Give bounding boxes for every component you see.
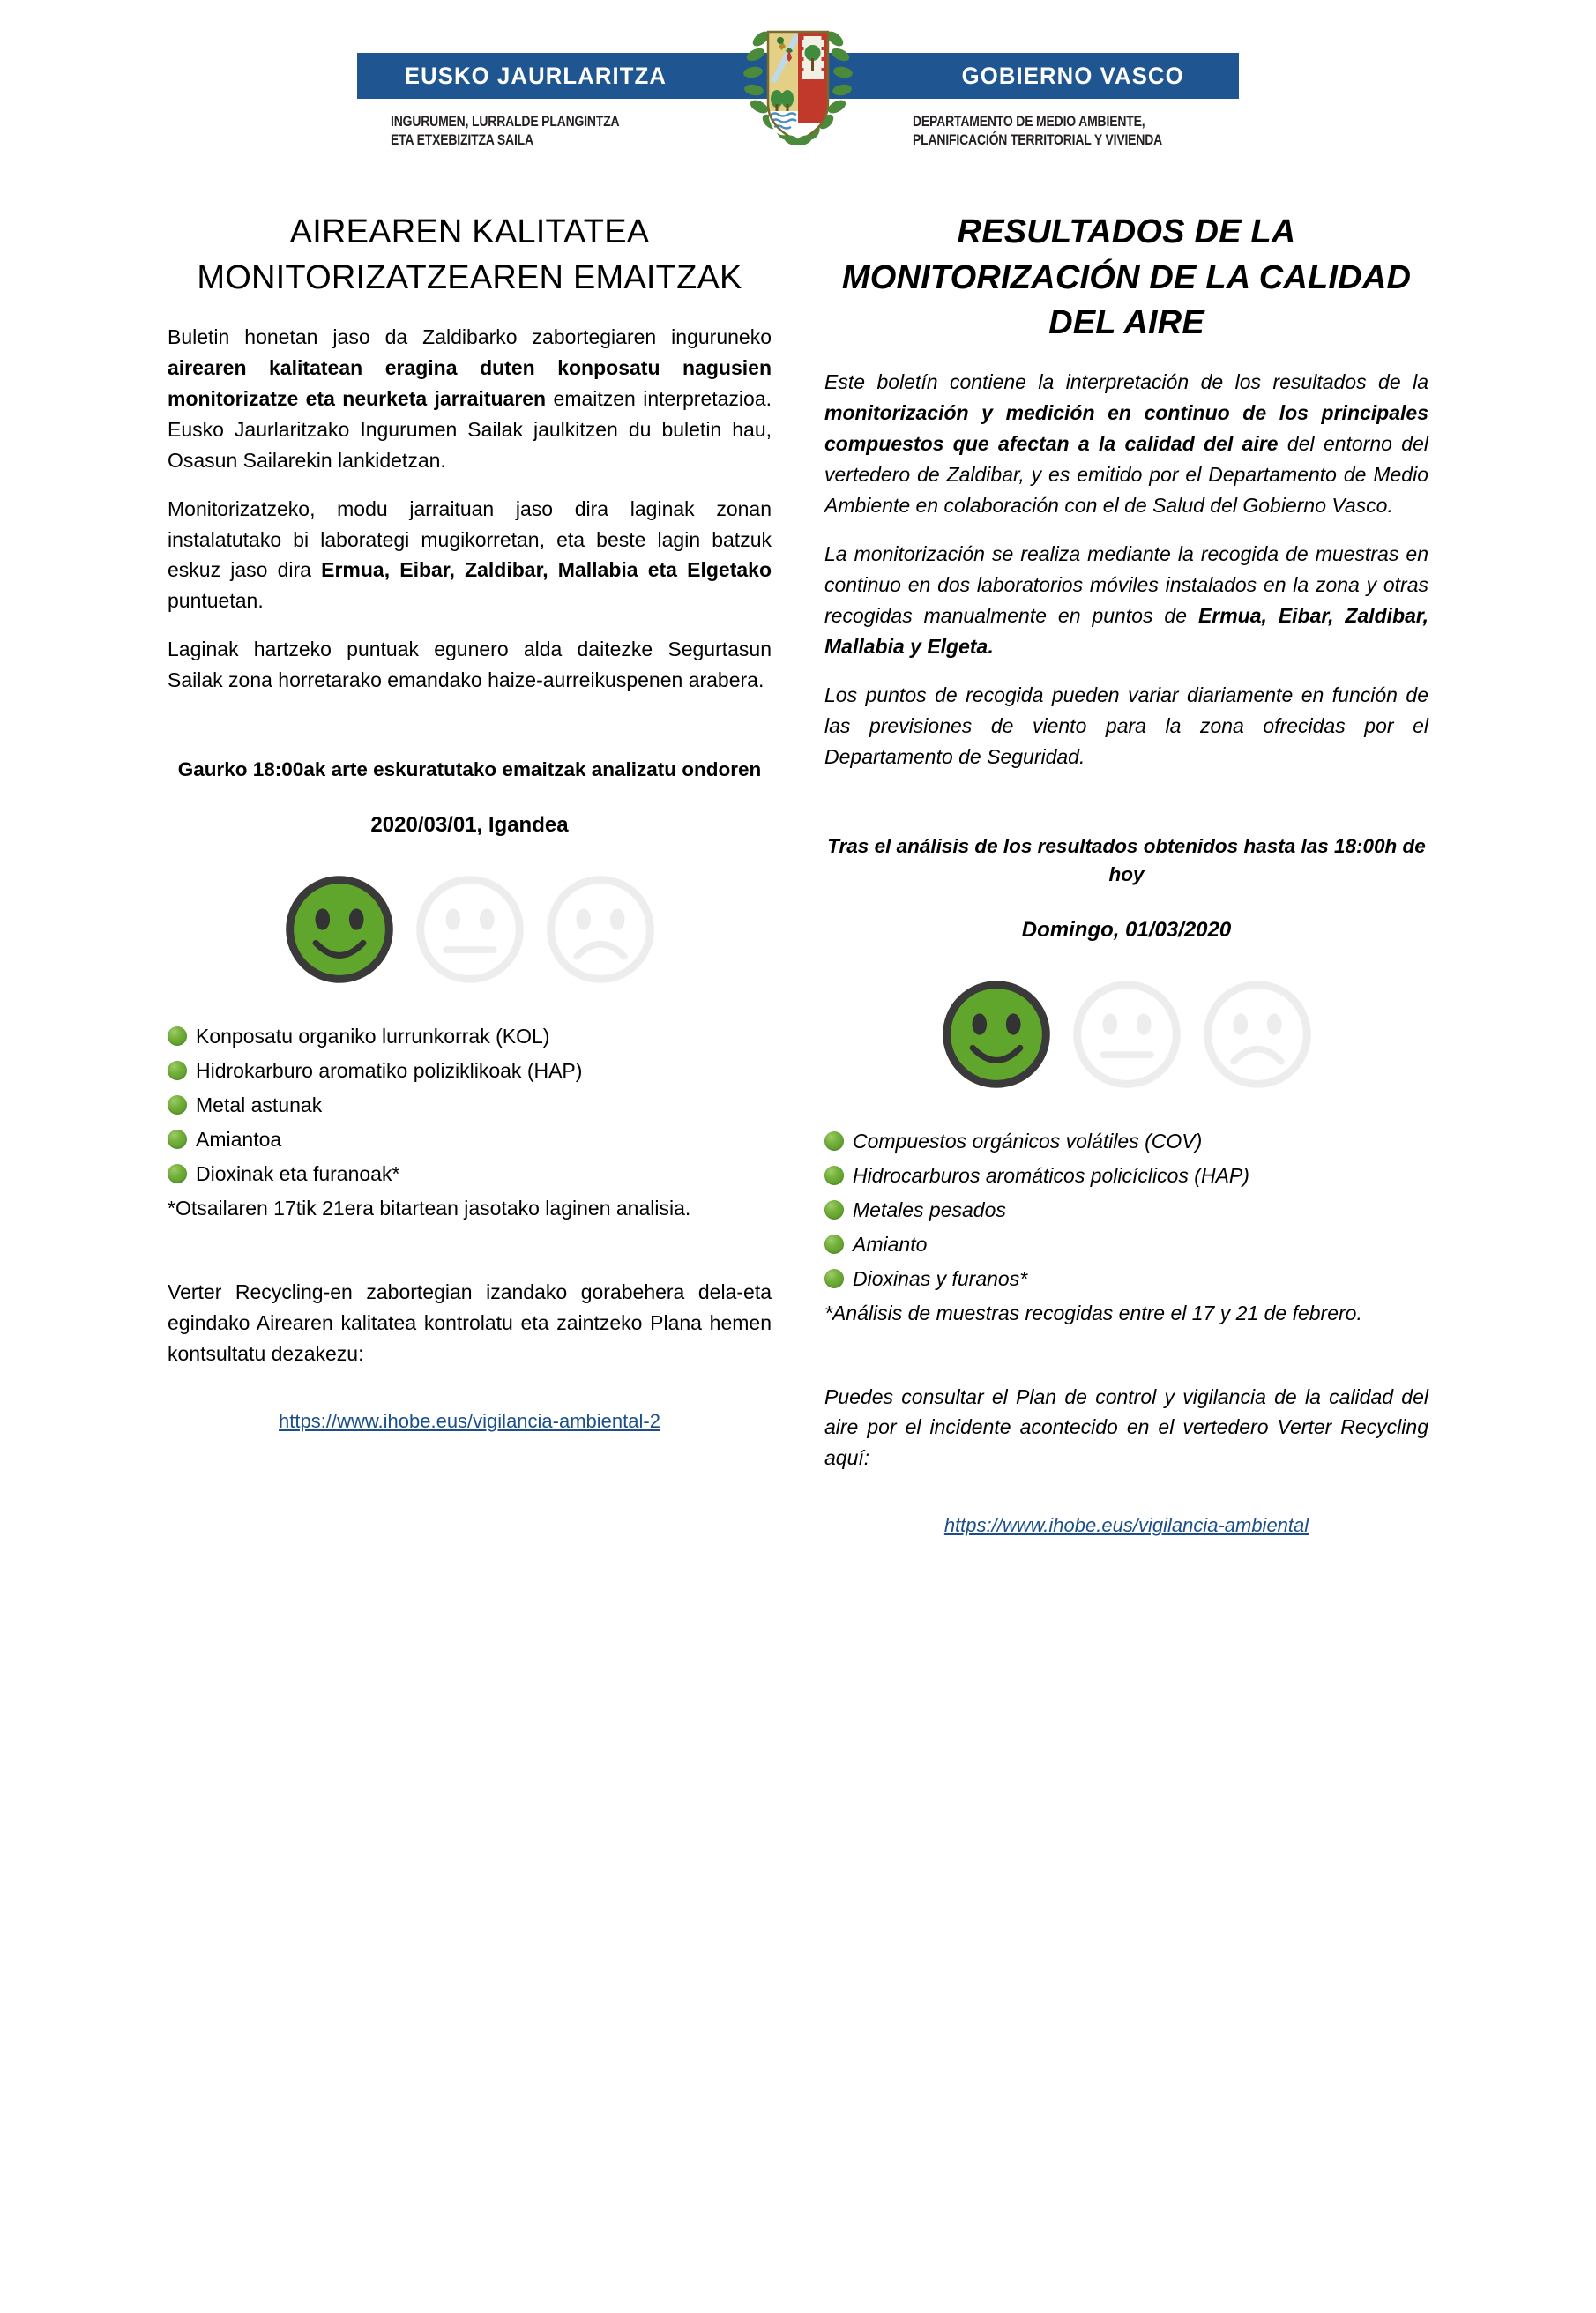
green-bullet-icon — [824, 1131, 844, 1151]
analysis-note-spanish: Tras el análisis de los resultados obtenidos hasta las 18:00h de hoy — [827, 834, 1426, 886]
intro-basque-bold: airearen kalitatean eragina duten konposatu nagusien monitorizatze eta neurketa jarraituaren — [168, 355, 772, 410]
logo-banner — [357, 44, 1239, 99]
smiley-neutral-face-icon — [414, 873, 526, 986]
compound-label: Hidrocarburos aromáticos policíclicos (HAP) — [853, 1163, 1249, 1187]
basque-coat-of-arms-icon — [742, 19, 854, 150]
list-item — [824, 1160, 1428, 1191]
document-page — [0, 44, 1596, 2313]
green-bullet-icon — [824, 1269, 844, 1288]
bilingual-content — [168, 210, 1428, 1537]
air-quality-status-faces-basque — [168, 873, 772, 986]
compound-label: Dioxinak eta furanoak* — [196, 1161, 400, 1185]
institutional-header — [357, 44, 1239, 150]
green-bullet-icon — [168, 1061, 187, 1080]
green-bullet-icon — [824, 1235, 844, 1254]
analysis-note-basque: Gaurko 18:00ak arte eskuratutako emaitzak analizatu ondoren — [177, 758, 762, 781]
compound-label: Amianto — [853, 1232, 928, 1256]
smiley-sad-face-icon — [1201, 978, 1314, 1091]
method-paragraph-basque — [168, 494, 772, 617]
plan-link-basque[interactable]: https://www.ihobe.eus/vigilancia-ambiental-2 — [279, 1409, 660, 1432]
compound-label: Dioxinas y furanos* — [853, 1266, 1028, 1290]
green-bullet-icon — [824, 1166, 844, 1185]
smiley-sad-face-icon — [544, 873, 657, 986]
plan-paragraph-basque: Verter Recycling-en zabortegian izandako gorabehera dela-eta egindako Airearen kalitatea kontrolatu eta zaintzeko Plana hemen kontsultatu dezakezu: — [168, 1280, 772, 1365]
compound-label: Metales pesados — [853, 1198, 1006, 1221]
compound-label: Hidrokarburo aromatiko poliziklikoak (HAP) — [196, 1058, 583, 1082]
method-basque-bold: Ermua, Eibar, Zaldibar, Mallabia eta Elgetako — [321, 558, 772, 582]
page-title-spanish: RESULTADOS DE LA MONITORIZACIÓN DE LA CALIDAD DEL AIRE — [841, 213, 1412, 341]
green-bullet-icon — [168, 1130, 187, 1149]
plan-link-row-basque — [168, 1410, 772, 1433]
sampling-paragraph-basque: Laginak hartzeko puntuak egunero alda daitezke Segurtasun Sailak zona horretarako emandako haize-aurreikuspenen arabera. — [168, 638, 772, 692]
compound-label: Compuestos orgánicos volátiles (COV) — [853, 1129, 1203, 1153]
sampling-paragraph-spanish: Los puntos de recogida pueden variar diariamente en función de las previsiones de viento para la zona ofrecidas por el Departamento de Seguridad. — [824, 683, 1428, 768]
plan-link-spanish[interactable]: https://www.ihobe.eus/vigilancia-ambiental — [943, 1514, 1309, 1537]
green-bullet-icon — [824, 1200, 844, 1220]
list-item — [824, 1264, 1428, 1295]
intro-basque-part-1: Buletin honetan jaso da Zaldibarko zabortegiaren inguruneko — [168, 325, 772, 348]
department-spanish-line-1: DEPARTAMENTO DE MEDIO AMBIENTE, — [912, 114, 1145, 130]
method-basque-part-1: Monitorizatzeko, modu jarraituan jaso dira laginak zonan instalatutako bi laborategi mugikorretan, eta beste lagin batzuk eskuz jaso dira — [168, 496, 772, 582]
intro-basque-part-3: emaitzen interpretazioa. Eusko Jaurlaritzako Ingurumen Sailak jaulkitzen du buletin hau, Osasun Sailarekin lankidetzan. — [168, 386, 772, 472]
method-spanish-bold: Ermua, Eibar, Zaldibar, Mallabia y Elgeta. — [824, 603, 1428, 658]
list-item — [824, 1195, 1428, 1226]
intro-spanish-bold: monitorización y medición en continuo de los principales compuestos que afectan a la calidad del aire — [824, 401, 1428, 456]
list-item — [824, 1126, 1428, 1157]
compound-label: Metal astunak — [196, 1093, 323, 1116]
green-bullet-icon — [168, 1164, 187, 1183]
department-name-basque — [391, 113, 639, 150]
column-basque — [168, 210, 772, 1537]
compound-footnote-basque: *Otsailaren 17tik 21era bitartean jasotako laginen analisia. — [168, 1196, 691, 1220]
page-title-basque: AIREAREN KALITATEA MONITORIZATZEAREN EMAITZAK — [197, 213, 742, 296]
green-bullet-icon — [168, 1026, 187, 1046]
list-item — [168, 1056, 772, 1086]
green-bullet-icon — [168, 1095, 187, 1115]
list-item — [168, 1090, 772, 1121]
compound-list-spanish — [824, 1126, 1428, 1295]
method-spanish-part-1: La monitorización se realiza mediante la recogida de muestras en continuo en dos laboratorios móviles instalados en la zona y otras recogidas manualmente en puntos de — [824, 541, 1428, 627]
department-name-spanish — [913, 113, 1184, 150]
plan-paragraph-spanish: Puedes consultar el Plan de control y vigilancia de la calidad del aire por el incidente acontecido en el vertedero Verter Recycling aquí: — [824, 1384, 1428, 1470]
brand-name-spanish: GOBIERNO VASCO — [961, 62, 1184, 89]
report-date-basque: 2020/03/01, Igandea — [370, 812, 569, 837]
column-spanish — [824, 210, 1428, 1537]
intro-paragraph-spanish — [824, 367, 1428, 521]
smiley-happy-face-icon — [283, 873, 396, 986]
intro-paragraph-basque — [168, 322, 772, 476]
smiley-happy-face-icon — [940, 978, 1053, 1091]
list-item — [168, 1159, 772, 1190]
department-basque-line-1: INGURUMEN, LURRALDE PLANGINTZA — [391, 114, 620, 130]
smiley-neutral-face-icon — [1070, 978, 1183, 1091]
method-paragraph-spanish — [824, 539, 1428, 662]
department-spanish-line-2: PLANIFICACIÓN TERRITORIAL Y VIVIENDA — [912, 132, 1162, 149]
department-basque-line-2: ETA ETXEBIZITZA SAILA — [391, 132, 533, 149]
method-basque-part-3: puntuetan. — [168, 589, 264, 613]
brand-name-basque: EUSKO JAURLARITZA — [404, 62, 667, 89]
plan-link-row-spanish — [824, 1514, 1428, 1537]
list-item — [168, 1021, 772, 1052]
intro-spanish-part-3: del entorno del vertedero de Zaldibar, y es emitido por el Departamento de Medio Ambiente en colaboración con el de Salud del Gobierno Vasco. — [824, 432, 1428, 517]
list-item — [824, 1229, 1428, 1260]
compound-list-basque — [168, 1021, 772, 1190]
compound-label: Konposatu organiko lurrunkorrak (KOL) — [196, 1024, 550, 1048]
report-date-spanish: Domingo, 01/03/2020 — [1021, 917, 1232, 942]
compound-label: Amiantoa — [196, 1127, 282, 1151]
list-item — [168, 1124, 772, 1155]
intro-spanish-part-1: Este boletín contiene la interpretación de los resultados de la — [824, 370, 1428, 394]
compound-footnote-spanish: *Análisis de muestras recogidas entre el 17 y 21 de febrero. — [824, 1301, 1362, 1324]
air-quality-status-faces-spanish — [824, 978, 1428, 1091]
